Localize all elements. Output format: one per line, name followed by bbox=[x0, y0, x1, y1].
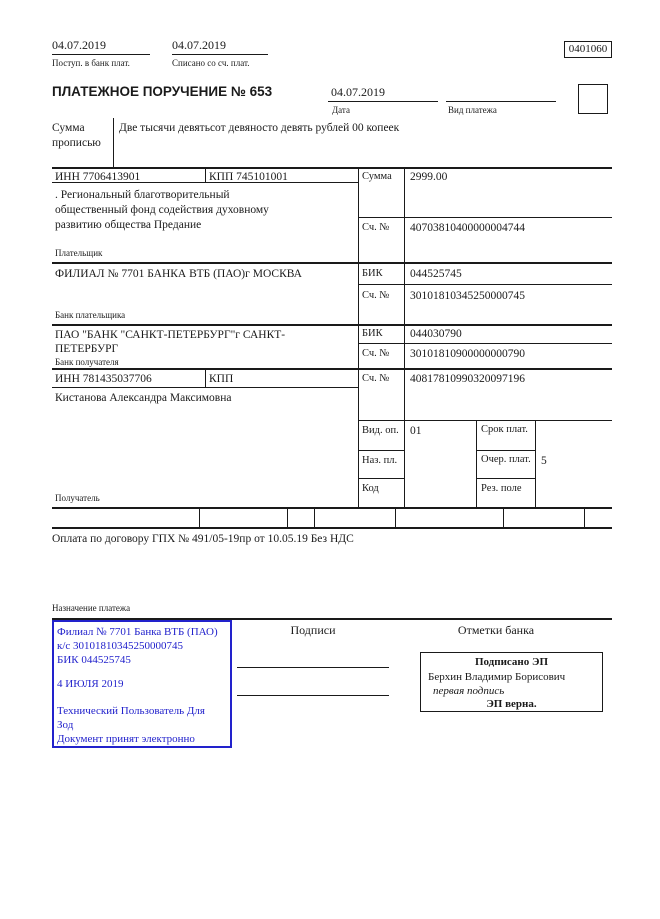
signature-kind: первая подпись bbox=[433, 685, 505, 697]
table-line bbox=[358, 343, 612, 344]
payee-name: Кистанова Александра Максимовна bbox=[55, 392, 232, 404]
table-line bbox=[395, 507, 396, 527]
table-line bbox=[535, 420, 536, 507]
table-line bbox=[52, 527, 612, 529]
table-line bbox=[358, 450, 404, 451]
sum-value: 2999.00 bbox=[410, 171, 448, 183]
table-line bbox=[52, 262, 612, 264]
document-date: 04.07.2019 bbox=[331, 85, 385, 99]
payee-account: 40817810990320097196 bbox=[410, 373, 525, 385]
payer-name-line: . Региональный благотворительный bbox=[55, 189, 230, 201]
payer-inn: ИНН 7706413901 bbox=[55, 171, 141, 183]
sum-label: Сумма bbox=[362, 171, 392, 182]
payee-bank-section-label: Банк получателя bbox=[55, 357, 119, 367]
bank-marks-label: Отметки банка bbox=[457, 623, 535, 637]
payee-inn: ИНН 781435037706 bbox=[55, 373, 152, 385]
table-line bbox=[358, 478, 404, 479]
table-line bbox=[52, 368, 612, 370]
payee-bank-bik: 044030790 bbox=[410, 328, 462, 340]
table-line bbox=[358, 420, 612, 421]
payment-type-box bbox=[578, 84, 608, 114]
signature-line bbox=[237, 667, 389, 668]
signatures-label: Подписи bbox=[290, 623, 336, 637]
table-line bbox=[358, 284, 612, 285]
payee-bank-account: 30101810900000000790 bbox=[410, 348, 525, 360]
document-title: ПЛАТЕЖНОЕ ПОРУЧЕНИЕ № 653 bbox=[52, 84, 273, 99]
payer-bank-bik-label: БИК bbox=[362, 268, 383, 279]
signer-name: Берхин Владимир Борисович bbox=[428, 671, 566, 683]
payee-section-label: Получатель bbox=[55, 493, 100, 503]
underline bbox=[172, 54, 268, 55]
payee-account-label: Сч. № bbox=[362, 373, 390, 384]
payer-account-label: Сч. № bbox=[362, 222, 390, 233]
date-label: Дата bbox=[332, 105, 350, 115]
payment-type-label: Вид платежа bbox=[448, 105, 497, 115]
underline bbox=[446, 101, 556, 102]
payer-name-line: развитию общества Предание bbox=[55, 219, 202, 231]
table-line bbox=[358, 167, 359, 507]
reserve-field-label: Рез. поле bbox=[481, 483, 522, 494]
payer-account: 40703810400000004744 bbox=[410, 222, 525, 234]
underline bbox=[328, 101, 438, 102]
payer-name-line: общественный фонд содействия духовному bbox=[55, 204, 269, 216]
received-in-bank-label: Поступ. в банк плат. bbox=[52, 58, 130, 68]
table-line bbox=[404, 167, 405, 507]
payer-bank-section-label: Банк плательщика bbox=[55, 310, 126, 320]
signed-ep-title: Подписано ЭП bbox=[474, 656, 549, 668]
table-line bbox=[199, 507, 200, 527]
payment-purpose-text: Оплата по договору ГПХ № 491/05-19пр от 10.05.19 Без НДС bbox=[52, 533, 354, 545]
stamp-line: 4 ИЮЛЯ 2019 bbox=[57, 678, 124, 690]
payer-bank-account-label: Сч. № bbox=[362, 290, 390, 301]
table-line bbox=[205, 368, 206, 387]
form-code-box: 0401060 bbox=[564, 41, 612, 58]
amount-in-words-label: Сумма прописью bbox=[52, 122, 101, 149]
table-line bbox=[52, 324, 612, 326]
table-line bbox=[205, 167, 206, 182]
priority-value: 5 bbox=[541, 455, 547, 467]
debited-from-account-date: 04.07.2019 bbox=[172, 38, 226, 52]
stamp-line: Зод bbox=[57, 719, 74, 731]
underline bbox=[52, 54, 150, 55]
code-label: Код bbox=[362, 483, 379, 494]
payee-bank-bik-label: БИК bbox=[362, 328, 383, 339]
table-line bbox=[476, 450, 535, 451]
stamp-line: Документ принят электронно bbox=[57, 733, 195, 745]
stamp-line: БИК 044525745 bbox=[57, 654, 131, 666]
payee-kpp-label: КПП bbox=[209, 373, 234, 385]
table-line bbox=[113, 118, 114, 167]
payer-kpp: КПП 745101001 bbox=[209, 171, 288, 183]
payee-bank-name-line: ПАО "БАНК "САНКТ-ПЕТЕРБУРГ"г САНКТ- bbox=[55, 329, 286, 341]
pay-term-label: Срок плат. bbox=[481, 424, 528, 435]
op-type-label: Вид. оп. bbox=[362, 425, 399, 436]
payer-section-label: Плательщик bbox=[55, 248, 103, 258]
table-line bbox=[287, 507, 288, 527]
payee-bank-account-label: Сч. № bbox=[362, 348, 390, 359]
received-in-bank-date: 04.07.2019 bbox=[52, 38, 106, 52]
table-line bbox=[476, 420, 477, 507]
table-line bbox=[584, 507, 585, 527]
table-line bbox=[52, 507, 612, 509]
payee-bank-name-line: ПЕТЕРБУРГ bbox=[55, 343, 119, 355]
table-line bbox=[314, 507, 315, 527]
payer-bank-account: 30101810345250000745 bbox=[410, 290, 525, 302]
payer-bank-name: ФИЛИАЛ № 7701 БАНКА ВТБ (ПАО)г МОСКВА bbox=[55, 268, 302, 280]
purpose-code-label: Наз. пл. bbox=[362, 455, 398, 466]
stamp-line: Технический Пользователь Для bbox=[57, 705, 205, 717]
amount-in-words: Две тысячи девятьсот девяносто девять рублей 00 копеек bbox=[119, 122, 400, 134]
table-line bbox=[358, 217, 612, 218]
table-line bbox=[52, 387, 358, 388]
debited-from-account-label: Списано со сч. плат. bbox=[172, 58, 250, 68]
table-line bbox=[476, 478, 535, 479]
stamp-line: к/с 30101810345250000745 bbox=[57, 640, 184, 652]
stamp-line: Филиал № 7701 Банка ВТБ (ПАО) bbox=[57, 626, 218, 638]
priority-label: Очер. плат. bbox=[481, 454, 531, 465]
payment-purpose-label: Назначение платежа bbox=[52, 603, 131, 613]
signature-line bbox=[237, 695, 389, 696]
table-line bbox=[52, 167, 612, 169]
op-type-value: 01 bbox=[410, 425, 422, 437]
payer-bank-bik: 044525745 bbox=[410, 268, 462, 280]
ep-verified-text: ЭП верна. bbox=[486, 698, 537, 710]
table-line bbox=[503, 507, 504, 527]
